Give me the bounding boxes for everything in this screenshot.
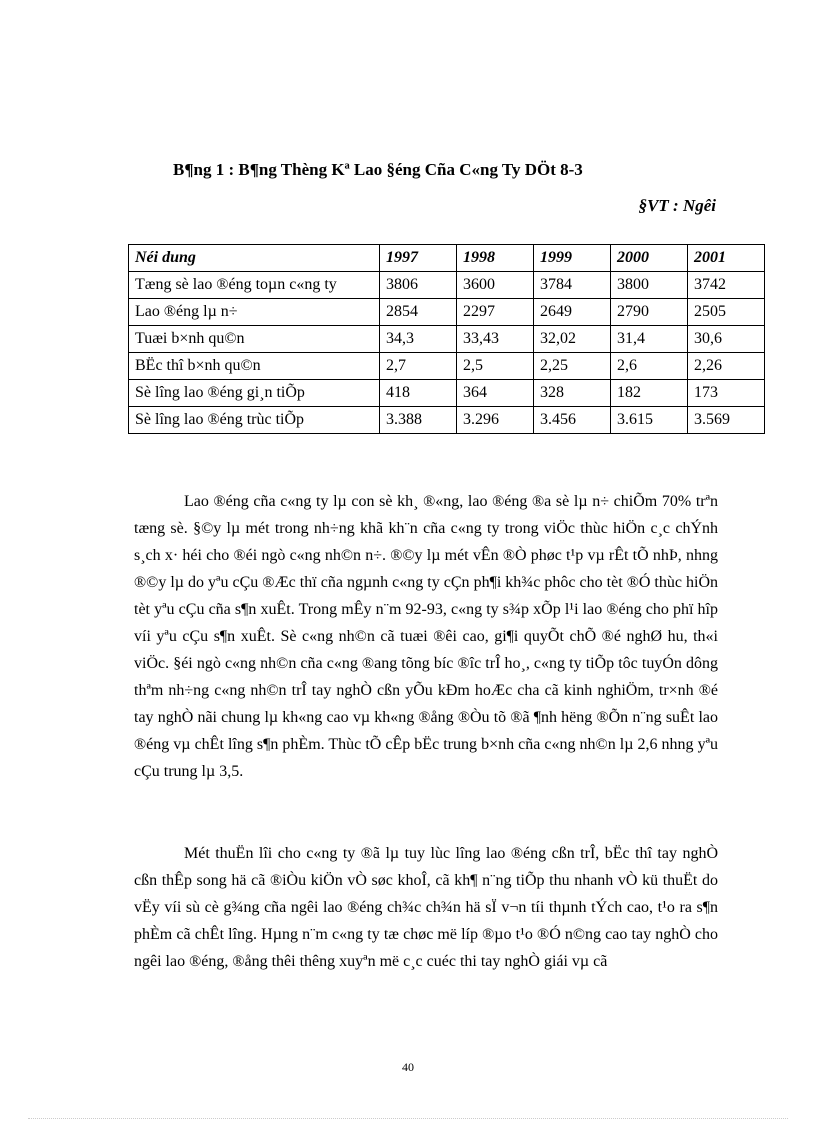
table-header-row bbox=[129, 245, 765, 272]
page-number: 40 bbox=[402, 1060, 414, 1074]
table-cell: 31,4 bbox=[611, 326, 688, 353]
table-cell: 328 bbox=[534, 380, 611, 407]
table-cell: 3806 bbox=[380, 272, 457, 299]
table-cell: 3.388 bbox=[380, 407, 457, 434]
table-cell: 182 bbox=[611, 380, 688, 407]
table-cell: 2,6 bbox=[611, 353, 688, 380]
table-cell: 33,43 bbox=[457, 326, 534, 353]
table-cell: 3.615 bbox=[611, 407, 688, 434]
table-cell: 2854 bbox=[380, 299, 457, 326]
table-cell: 3.296 bbox=[457, 407, 534, 434]
table-cell: 3.569 bbox=[688, 407, 765, 434]
table-row bbox=[129, 407, 765, 434]
table-cell: 2297 bbox=[457, 299, 534, 326]
table-cell: 30,6 bbox=[688, 326, 765, 353]
table-caption: B¶ng 1 : B¶ng Thèng Kª Lao §éng Cña C«ng Ty DÖt 8-3 bbox=[173, 160, 583, 179]
page-bottom-rule bbox=[28, 1118, 788, 1119]
table-cell: 3784 bbox=[534, 272, 611, 299]
row-label: Lao ®éng lµ n÷ bbox=[129, 299, 380, 326]
table-cell: 2,25 bbox=[534, 353, 611, 380]
header-1997: 1997 bbox=[380, 245, 457, 272]
table-cell: 418 bbox=[380, 380, 457, 407]
table-cell: 3800 bbox=[611, 272, 688, 299]
row-label: Sè lîng lao ®éng trùc tiÕp bbox=[129, 407, 380, 434]
table-cell: 2790 bbox=[611, 299, 688, 326]
table-row bbox=[129, 380, 765, 407]
header-content: Néi dung bbox=[129, 245, 380, 272]
header-2001: 2001 bbox=[688, 245, 765, 272]
header-1999: 1999 bbox=[534, 245, 611, 272]
body-paragraph-2: Mét thuËn lîi cho c«ng ty ®ã lµ tuy lùc lîng lao ®éng cßn trÎ, bËc thî tay nghÒ cßn thÊp song hä cã ®iÒu kiÖn vÒ søc khoÎ, cã kh¶ n¨ng tiÕp thu nhanh vÒ kü thuËt do vËy víi sù cè g¾ng cña ngêi lao ®éng ch¾c ch¾n hä sÏ v¬n tíi thµnh tÝch cao, t¹o ra s¶n phÈm cã chÊt lîng. Hµng n¨m c«ng ty tæ chøc më líp ®µo t¹o ®Ó n©ng cao tay nghÒ cho ngêi lao ®éng, ®ång thêi thêng xuyªn më c¸c cuéc thi tay nghÒ giái vµ cã bbox=[134, 845, 718, 970]
table-cell: 2,5 bbox=[457, 353, 534, 380]
header-1998: 1998 bbox=[457, 245, 534, 272]
table-row bbox=[129, 353, 765, 380]
table-cell: 2505 bbox=[688, 299, 765, 326]
table-cell: 3.456 bbox=[534, 407, 611, 434]
table-cell: 364 bbox=[457, 380, 534, 407]
row-label: BËc thî b×nh qu©n bbox=[129, 353, 380, 380]
row-label: Tæng sè lao ®éng toµn c«ng ty bbox=[129, 272, 380, 299]
table-cell: 3600 bbox=[457, 272, 534, 299]
table-cell: 173 bbox=[688, 380, 765, 407]
table-cell: 2649 bbox=[534, 299, 611, 326]
body-paragraph-1: Lao ®éng cña c«ng ty lµ con sè kh¸ ®«ng, lao ®éng ®a sè lµ n÷ chiÕm 70% trªn tæng sè. §©y lµ mét trong nh÷ng khã kh¨n cña c«ng ty trong viÖc thùc hiÖn c¸c chÝnh s¸ch x· héi cho ®éi ngò c«ng nh©n n÷. ®©y lµ mét vÊn ®Ò phøc t¹p vµ rÊt tÕ nhÞ, nhng ®©y lµ do yªu cÇu ®Æc thï cña ngµnh c«ng ty cÇn ph¶i kh¾c phôc cho tèt ®Ó thùc hiÖn tèt yªu cÇu cña s¶n xuÊt. Trong mÊy n¨m 92-93, c«ng ty s¾p xÕp l¹i lao ®éng cho phï hîp víi yªu cÇu s¶n xuÊt. Sè c«ng nh©n cã tuæi ®êi cao, gi¶i quyÕt chÕ ®é nghØ hu, th«i viÖc. §éi ngò c«ng nh©n cña c«ng ®ang tõng bíc ®îc trÎ ho¸, c«ng ty tiÕp tôc tuyÓn dông thªm nh÷ng c«ng nh©n trÎ tay nghÒ cßn yÕu kÐm hoÆc cha cã kinh nghiÖm, tr×nh ®é tay nghÒ nãi chung lµ kh«ng cao vµ kh«ng ®ång ®Òu tõ ®ã ¶nh hëng ®Õn n¨ng suÊt lao ®éng vµ chÊt lîng s¶n phÈm. Thùc tÕ cÊp bËc trung b×nh cña c«ng nh©n lµ 2,6 nhng yªu cÇu trung lµ 3,5. bbox=[134, 493, 718, 780]
row-label: Sè lîng lao ®éng gi¸n tiÕp bbox=[129, 380, 380, 407]
table-cell: 2,7 bbox=[380, 353, 457, 380]
table-cell: 32,02 bbox=[534, 326, 611, 353]
table-row bbox=[129, 326, 765, 353]
row-label: Tuæi b×nh qu©n bbox=[129, 326, 380, 353]
table-cell: 34,3 bbox=[380, 326, 457, 353]
table-row bbox=[129, 299, 765, 326]
table-row bbox=[129, 272, 765, 299]
table-cell: 3742 bbox=[688, 272, 765, 299]
table-cell: 2,26 bbox=[688, 353, 765, 380]
labor-statistics-table bbox=[128, 244, 765, 434]
unit-label: §VT : Ngêi bbox=[638, 196, 716, 215]
header-2000: 2000 bbox=[611, 245, 688, 272]
